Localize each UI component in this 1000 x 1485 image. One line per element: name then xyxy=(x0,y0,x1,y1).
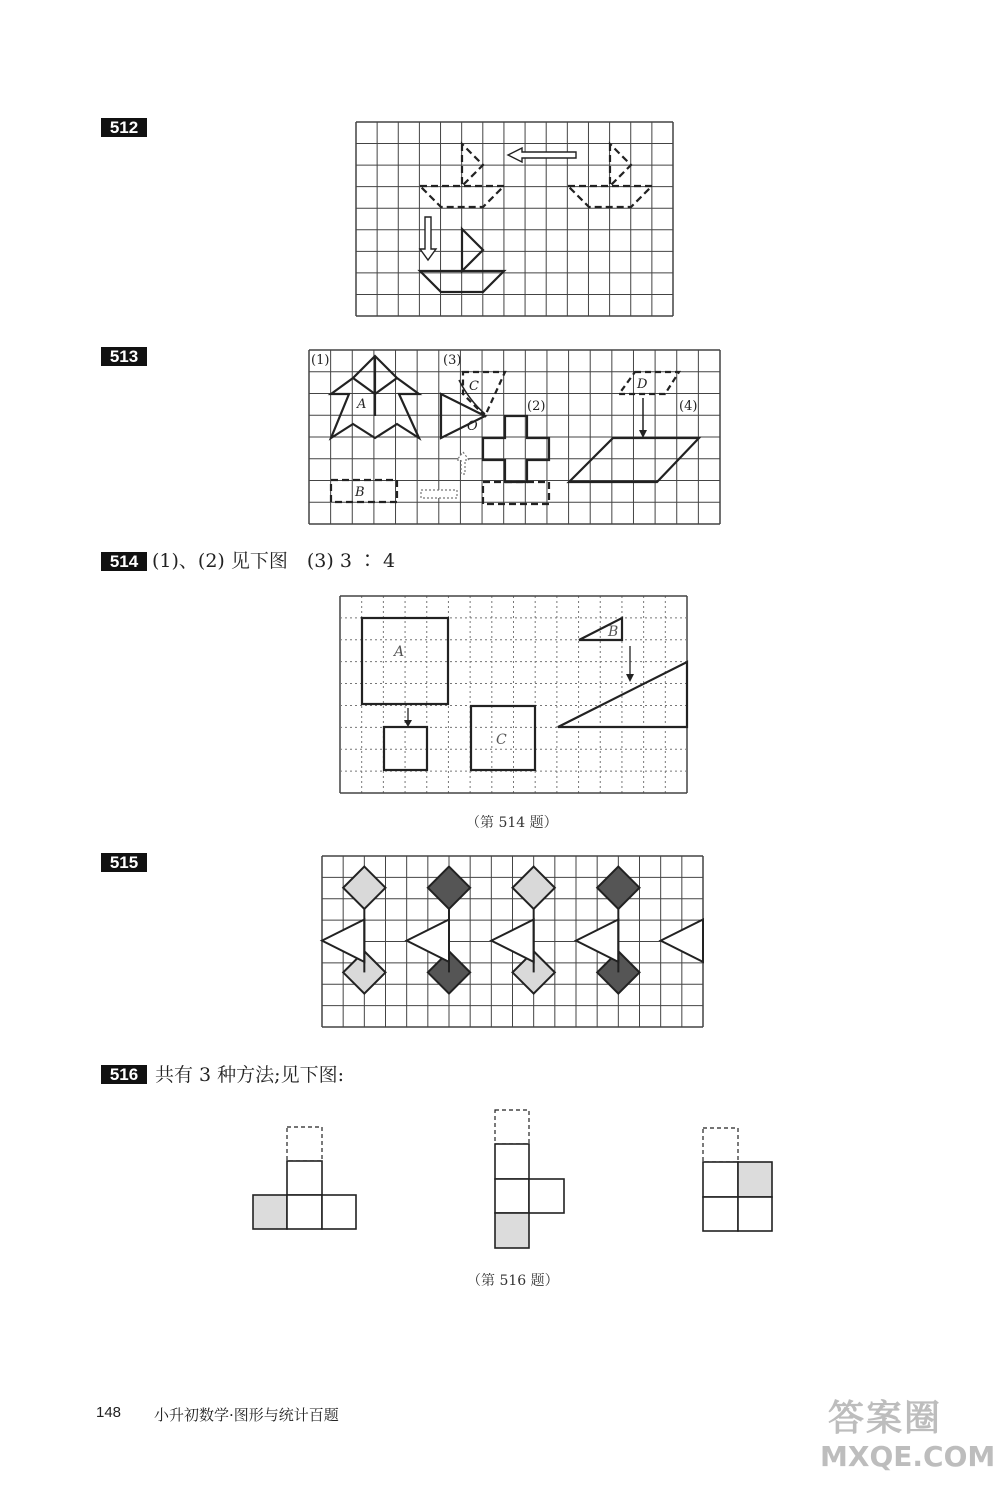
figure-513-transformation-grid xyxy=(309,350,721,525)
label-514-B: B xyxy=(608,624,619,640)
problem-number-513: 513 xyxy=(101,347,147,366)
caption-516: （第 516 题） xyxy=(467,1273,559,1289)
answer-516: 共有 3 种方法;见下图: xyxy=(155,1064,344,1086)
label-513-2: (2) xyxy=(527,399,546,414)
figure-516-net-2 xyxy=(493,1108,567,1250)
watermark-logo-text: 答案圈 xyxy=(828,1398,943,1439)
label-513-D: D xyxy=(637,377,648,392)
label-514-A: A xyxy=(394,644,405,660)
figure-514-scaling-grid xyxy=(340,596,688,794)
label-513-4: (4) xyxy=(679,399,698,414)
label-513-C: C xyxy=(469,379,479,394)
label-513-O: O xyxy=(467,419,478,434)
page-number: 148 xyxy=(96,1404,122,1421)
book-title: 小升初数学·图形与统计百题 xyxy=(154,1406,339,1424)
figure-515-pattern-grid xyxy=(322,856,704,1028)
problem-number-515: 515 xyxy=(101,853,147,872)
answer-514: (1)、(2) 见下图 (3) 3 ∶ 4 xyxy=(152,550,396,572)
label-513-3: (3) xyxy=(443,353,462,368)
label-513-B: B xyxy=(355,485,365,500)
label-514-C: C xyxy=(496,732,507,748)
watermark-site-text: MXQE.COM xyxy=(820,1440,996,1473)
figure-516-net-1 xyxy=(252,1125,358,1231)
label-513-1: (1) xyxy=(311,353,330,368)
figure-516-net-3 xyxy=(702,1127,774,1233)
problem-number-514: 514 xyxy=(101,552,147,571)
problem-number-516: 516 xyxy=(101,1065,147,1084)
label-513-A: A xyxy=(357,397,367,412)
figure-512-translation-grid xyxy=(356,122,674,317)
caption-514: （第 514 题） xyxy=(466,815,558,831)
problem-number-512: 512 xyxy=(101,118,147,137)
